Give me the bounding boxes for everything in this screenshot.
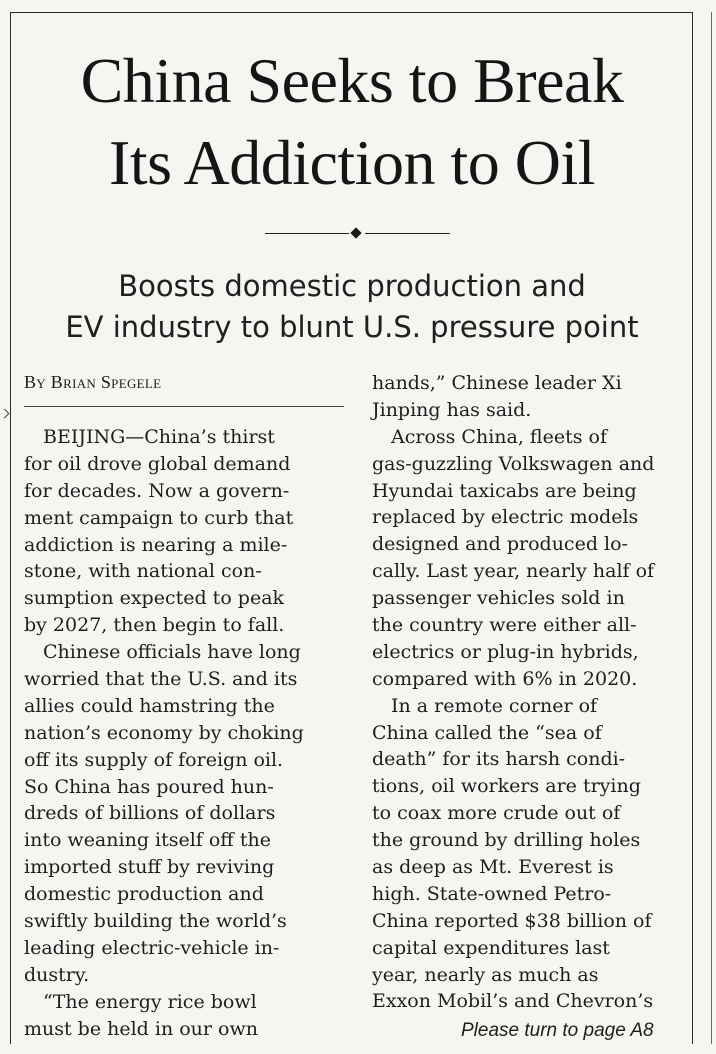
headline [20, 40, 684, 204]
text-line: electrics or plug-in hybrids, [372, 640, 639, 663]
text-line: tions, oil workers are trying [372, 775, 641, 798]
diamond-icon [350, 227, 361, 238]
text-line: passenger vehicles sold in [372, 587, 625, 610]
text-line: designed and produced lo- [372, 533, 628, 556]
text-line: compared with 6% in 2020. [372, 667, 638, 690]
text-line: must be held in our own [24, 1017, 258, 1040]
text-line: hands,” Chinese leader Xi [372, 372, 622, 394]
frame-right-rule [692, 12, 693, 1044]
text-line: nation’s economy by choking [24, 721, 304, 744]
text-line: to coax more crude out of [372, 802, 621, 825]
text-line: domestic production and [24, 883, 264, 906]
subheadline-line-2: EV industry to blunt U.S. pressure point [65, 310, 639, 344]
text-line: cally. Last year, nearly half of [372, 560, 655, 583]
headline-ornament [265, 225, 450, 241]
byline: By Brian Spegele [24, 372, 162, 392]
text-line: high. State-owned Petro- [372, 882, 612, 905]
text-line: dustry. [24, 963, 90, 986]
text-line: off its supply of foreign oil. [24, 748, 284, 771]
text-line: addiction is nearing a mile- [24, 533, 288, 556]
text-line: replaced by electric models [372, 506, 639, 529]
text-line: Across China, fleets of [372, 425, 607, 448]
headline-line-1: China Seeks to Break [80, 45, 624, 116]
article-column-2 [372, 370, 690, 1015]
text-line: worried that the U.S. and its [24, 668, 298, 691]
text-line: for oil drove global demand [24, 452, 291, 475]
byline-rule [24, 406, 344, 407]
text-line: capital expenditures last [372, 936, 610, 959]
text-line: In a remote corner of [372, 694, 598, 717]
subheadline [20, 266, 684, 348]
text-line: the ground by drilling holes [372, 829, 641, 852]
text-line: Jinping has said. [372, 398, 532, 421]
text-line: stone, with national con- [24, 560, 262, 583]
text-line: into weaning itself off the [24, 829, 271, 852]
ornament-left-line [265, 233, 349, 234]
text-line: Exxon Mobil’s and Chevron’s [372, 990, 654, 1013]
jump-line: Please turn to page A8 [461, 1020, 654, 1041]
text-line: death” for its harsh condi- [372, 748, 626, 771]
text-line: China reported $38 billion of [372, 909, 652, 932]
text-line: BEIJING—China’s thirst [24, 426, 275, 448]
text-line: imported stuff by reviving [24, 856, 275, 879]
text-line: allies could hamstring the [24, 694, 275, 717]
text-line: ment campaign to curb that [24, 506, 294, 529]
frame-left-rule [10, 12, 11, 1044]
text-line: leading electric-vehicle in- [24, 936, 280, 959]
text-line: for decades. Now a govern- [24, 479, 290, 502]
text-line: Hyundai taxicabs are being [372, 479, 637, 502]
text-line: by 2027, then begin to fall. [24, 614, 285, 637]
subheadline-line-1: Boosts domestic production and [118, 269, 586, 303]
text-line: gas-guzzling Volkswagen and [372, 452, 655, 475]
text-line: So China has poured hun- [24, 775, 274, 798]
text-line: Chinese officials have long [24, 641, 301, 664]
text-line: as deep as Mt. Everest is [372, 856, 614, 879]
text-line: swiftly building the world’s [24, 910, 287, 933]
article-column-1 [24, 424, 354, 1042]
text-line: year, nearly as much as [372, 963, 599, 986]
frame-top-rule [10, 12, 693, 13]
text-line: sumption expected to peak [24, 587, 285, 610]
text-line: “The energy rice bowl [24, 990, 257, 1013]
text-line: the country were either all- [372, 614, 637, 637]
page-edge-arrow-icon [0, 409, 9, 419]
text-line: dreds of billions of dollars [24, 802, 276, 825]
headline-line-2: Its Addiction to Oil [109, 127, 595, 198]
ornament-right-line [365, 233, 450, 234]
adjacent-column-rule [711, 12, 712, 1044]
text-line: China called the “sea of [372, 721, 602, 744]
